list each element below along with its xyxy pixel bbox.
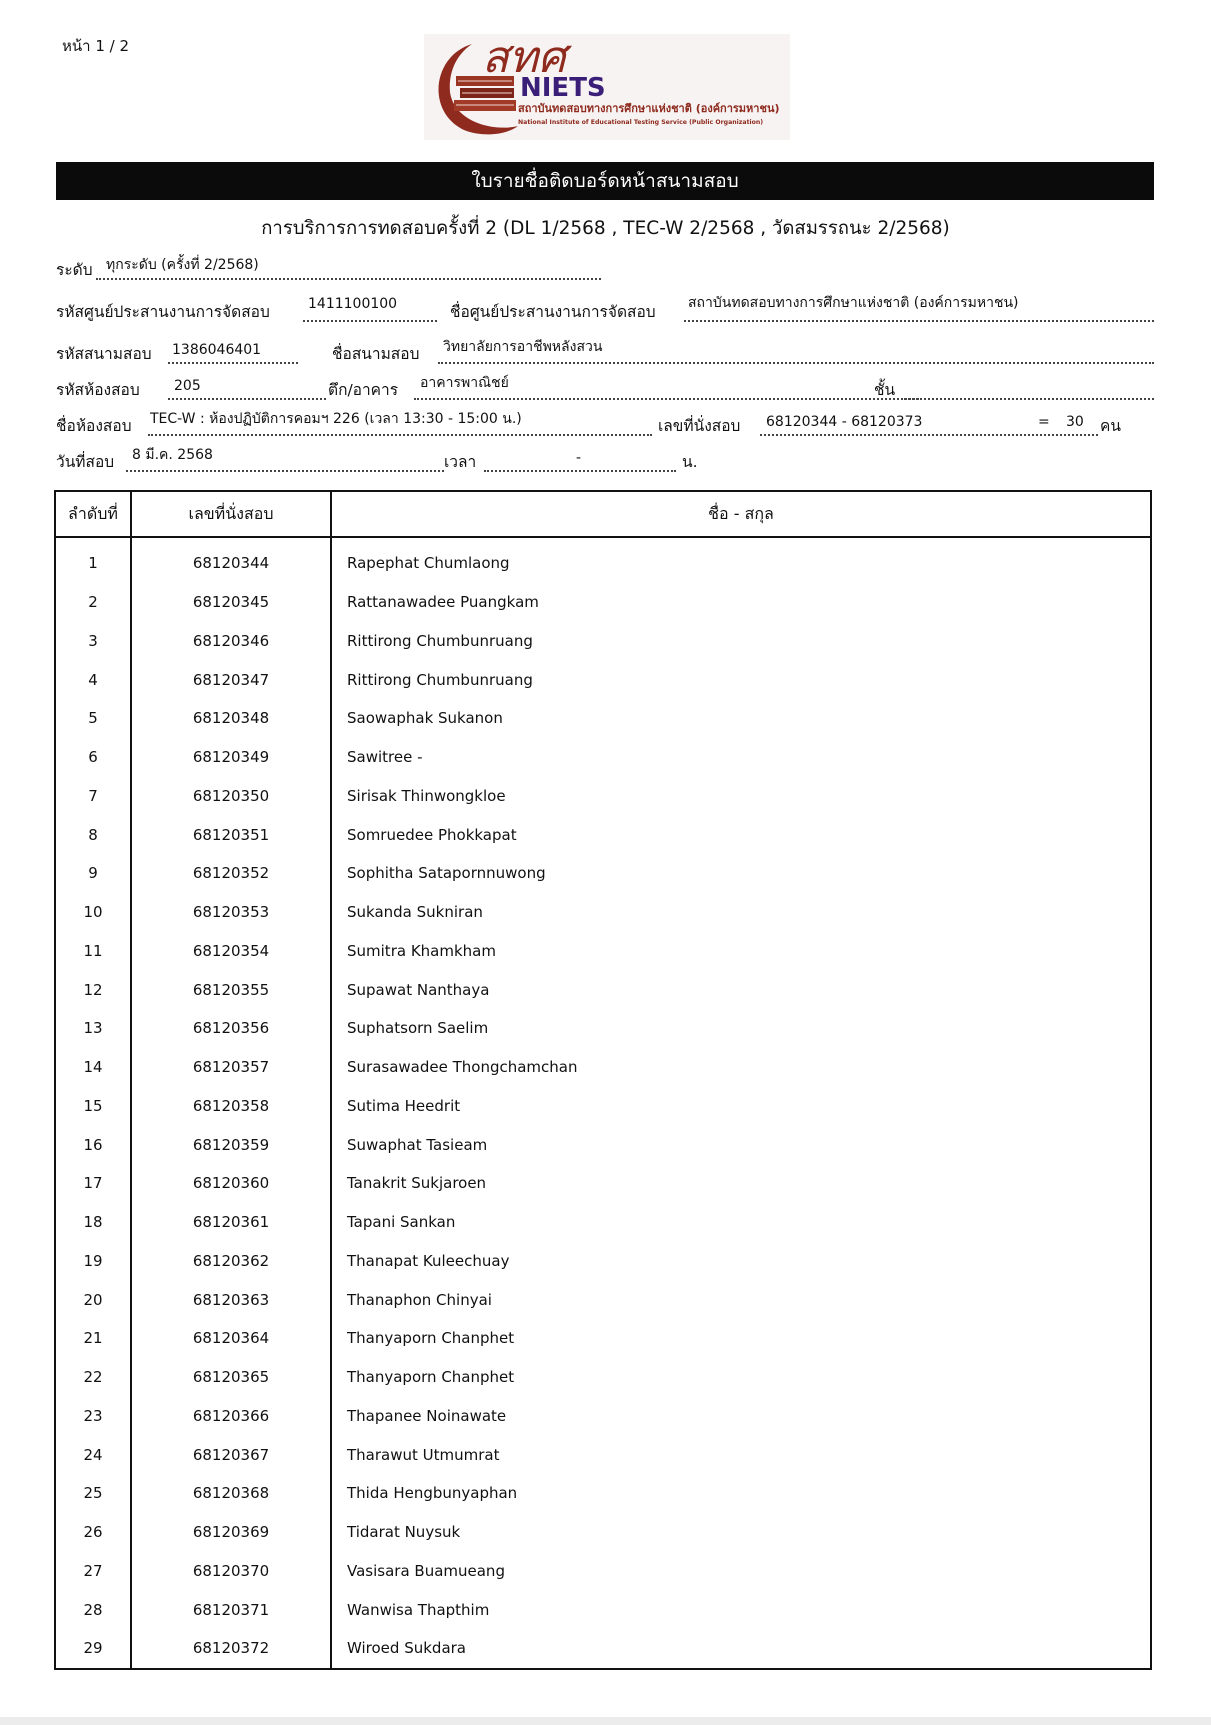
row-order: 20 [55, 1280, 131, 1319]
row-order: 5 [55, 699, 131, 738]
row-full-name: Rattanawadee Puangkam [347, 593, 539, 612]
row-seat-number: 68120358 [131, 1087, 331, 1126]
table-row [55, 583, 1151, 622]
row-full-name: Thida Hengbunyaphan [347, 1484, 518, 1503]
header-order: ลำดับที่ [55, 491, 131, 537]
row-order: 28 [55, 1590, 131, 1629]
row-order: 10 [55, 893, 131, 932]
site-row [56, 338, 1156, 368]
center-name-label: ชื่อศูนย์ประสานงานการจัดสอบ [450, 303, 656, 321]
row-order: 7 [55, 777, 131, 816]
count-value: 30 [1066, 414, 1084, 430]
table-row [55, 1474, 1151, 1513]
row-full-name: Surasawadee Thongchamchan [347, 1058, 578, 1077]
table-row [55, 854, 1151, 893]
row-seat-number: 68120356 [131, 1009, 331, 1048]
table-row [55, 1009, 1151, 1048]
row-seat-number: 68120354 [131, 932, 331, 971]
row-order: 19 [55, 1242, 131, 1281]
row-full-name: Suwaphat Tasieam [347, 1135, 488, 1154]
time-value: - [576, 450, 582, 466]
site-name-value: วิทยาลัยการอาชีพหลังสวน [443, 339, 603, 355]
row-seat-number: 68120371 [131, 1590, 331, 1629]
equals-sign: = [1038, 414, 1050, 430]
row-seat-number: 68120353 [131, 893, 331, 932]
row-seat-number: 68120349 [131, 738, 331, 777]
row-full-name: Tidarat Nuysuk [347, 1523, 461, 1542]
row-full-name: Sumitra Khamkham [347, 941, 496, 960]
header-full-name: ชื่อ - สกุล [331, 491, 1151, 537]
table-row [55, 1590, 1151, 1629]
table-row [55, 738, 1151, 777]
table-row [55, 1552, 1151, 1591]
row-order: 1 [55, 537, 131, 583]
table-row [55, 815, 1151, 854]
center-code-value: 1411100100 [308, 296, 398, 312]
row-full-name: Tanakrit Sukjaroen [347, 1174, 487, 1193]
row-seat-number: 68120347 [131, 660, 331, 699]
row-seat-number: 68120346 [131, 622, 331, 661]
svg-text:สทศ: สทศ [482, 34, 566, 83]
time-label: เวลา [444, 453, 477, 471]
header-seat-number: เลขที่นั่งสอบ [131, 491, 331, 537]
row-full-name: Wanwisa Thapthim [347, 1600, 490, 1619]
row-seat-number: 68120365 [131, 1358, 331, 1397]
row-full-name: Vasisara Buamueang [347, 1561, 505, 1580]
row-full-name: Thapanee Noinawate [347, 1406, 507, 1425]
row-order: 15 [55, 1087, 131, 1126]
row-order: 3 [55, 622, 131, 661]
niets-logo [424, 34, 790, 140]
site-code-label: รหัสสนามสอบ [56, 345, 152, 363]
site-code-value: 1386046401 [172, 342, 262, 358]
row-order: 16 [55, 1125, 131, 1164]
row-order: 14 [55, 1048, 131, 1087]
table-row [55, 1280, 1151, 1319]
row-seat-number: 68120360 [131, 1164, 331, 1203]
date-value: 8 มี.ค. 2568 [132, 447, 213, 463]
seat-label: เลขที่นั่งสอบ [658, 417, 741, 435]
time-unit: น. [682, 453, 698, 471]
row-order: 26 [55, 1513, 131, 1552]
seat-range-value: 68120344 - 68120373 [766, 414, 923, 430]
document-title: ใบรายชื่อติดบอร์ดหน้าสนามสอบ [56, 162, 1154, 200]
table-row [55, 1125, 1151, 1164]
floor-label: ชั้น [874, 381, 896, 399]
page-number: หน้า 1 / 2 [62, 37, 130, 55]
row-full-name: Wiroed Sukdara [347, 1639, 466, 1658]
row-seat-number: 68120351 [131, 815, 331, 854]
row-order: 24 [55, 1435, 131, 1474]
row-seat-number: 68120367 [131, 1435, 331, 1474]
table-row [55, 1435, 1151, 1474]
table-row [55, 622, 1151, 661]
row-seat-number: 68120361 [131, 1203, 331, 1242]
row-full-name: Rapephat Chumlaong [347, 554, 510, 573]
row-seat-number: 68120348 [131, 699, 331, 738]
svg-text:National Institute of Educatio: National Institute of Educational Testing Service (Public Organization) [518, 119, 764, 126]
row-seat-number: 68120369 [131, 1513, 331, 1552]
table-row [55, 970, 1151, 1009]
row-full-name: Sophitha Satapornnuwong [347, 864, 546, 883]
table-header-row [55, 491, 1151, 537]
row-seat-number: 68120357 [131, 1048, 331, 1087]
count-unit: คน [1100, 417, 1121, 435]
table-row [55, 1358, 1151, 1397]
row-seat-number: 68120372 [131, 1629, 331, 1669]
row-full-name: Supawat Nanthaya [347, 980, 490, 999]
room-code-label: รหัสห้องสอบ [56, 381, 140, 399]
table-row [55, 1629, 1151, 1669]
row-order: 9 [55, 854, 131, 893]
level-value: ทุกระดับ (ครั้งที่ 2/2568) [106, 257, 259, 273]
table-row [55, 932, 1151, 971]
table-row [55, 1319, 1151, 1358]
row-order: 12 [55, 970, 131, 1009]
row-seat-number: 68120350 [131, 777, 331, 816]
row-order: 13 [55, 1009, 131, 1048]
room-code-value: 205 [174, 378, 201, 394]
row-full-name: Thanyaporn Chanphet [347, 1368, 515, 1387]
row-order: 25 [55, 1474, 131, 1513]
row-seat-number: 68120362 [131, 1242, 331, 1281]
row-order: 22 [55, 1358, 131, 1397]
svg-text:สถาบันทดสอบทางการศึกษาแห่งชาติ: สถาบันทดสอบทางการศึกษาแห่งชาติ (องค์การมหาชน) [518, 102, 780, 115]
table-row [55, 1164, 1151, 1203]
row-seat-number: 68120364 [131, 1319, 331, 1358]
row-order: 4 [55, 660, 131, 699]
row-full-name: Sirisak Thinwongkloe [347, 786, 506, 805]
table-row [55, 1048, 1151, 1087]
table-row [55, 1513, 1151, 1552]
row-full-name: Suphatsorn Saelim [347, 1019, 489, 1038]
row-seat-number: 68120355 [131, 970, 331, 1009]
building-label: ตึก/อาคาร [328, 381, 399, 399]
room-name-row [56, 410, 1156, 440]
table-row [55, 893, 1151, 932]
row-seat-number: 68120359 [131, 1125, 331, 1164]
table-row [55, 1087, 1151, 1126]
table-row [55, 1203, 1151, 1242]
row-full-name: Sukanda Sukniran [347, 903, 483, 922]
level-row [56, 254, 1156, 284]
site-name-label: ชื่อสนามสอบ [332, 345, 420, 363]
row-order: 18 [55, 1203, 131, 1242]
row-order: 27 [55, 1552, 131, 1591]
row-full-name: Saowaphak Sukanon [347, 709, 503, 728]
row-seat-number: 68120370 [131, 1552, 331, 1591]
table-row [55, 699, 1151, 738]
row-full-name: Thanapat Kuleechuay [347, 1251, 510, 1270]
row-order: 17 [55, 1164, 131, 1203]
row-order: 2 [55, 583, 131, 622]
center-name-value: สถาบันทดสอบทางการศึกษาแห่งชาติ (องค์การมหาชน) [688, 295, 1019, 311]
page-bottom-edge [0, 1717, 1211, 1725]
row-seat-number: 68120352 [131, 854, 331, 893]
room-name-label: ชื่อห้องสอบ [56, 417, 132, 435]
room-row [56, 374, 1156, 404]
center-code-label: รหัสศูนย์ประสานงานการจัดสอบ [56, 303, 270, 321]
document-subtitle: การบริการการทดสอบครั้งที่ 2 (DL 1/2568 , TEC-W 2/2568 , วัดสมรรถนะ 2/2568) [261, 218, 950, 239]
row-full-name: Somruedee Phokkapat [347, 825, 517, 844]
row-order: 11 [55, 932, 131, 971]
center-row [56, 296, 1156, 326]
level-label: ระดับ [56, 261, 93, 279]
row-order: 29 [55, 1629, 131, 1669]
row-seat-number: 68120344 [131, 537, 331, 583]
row-full-name: Tapani Sankan [347, 1213, 456, 1232]
room-name-value: TEC-W : ห้องปฏิบัติการคอมฯ 226 (เวลา 13:30 - 15:00 น.) [150, 411, 522, 427]
candidate-table [54, 490, 1152, 1670]
row-full-name: Thanaphon Chinyai [347, 1290, 492, 1309]
date-label: วันที่สอบ [56, 453, 115, 471]
row-full-name: Rittirong Chumbunruang [347, 670, 533, 689]
table-row [55, 1242, 1151, 1281]
table-row [55, 660, 1151, 699]
row-full-name: Thanyaporn Chanphet [347, 1329, 515, 1348]
row-seat-number: 68120345 [131, 583, 331, 622]
svg-text:NIETS: NIETS [520, 73, 606, 103]
row-full-name: Sutima Heedrit [347, 1096, 461, 1115]
row-full-name: Sawitree - [347, 748, 423, 767]
row-order: 23 [55, 1397, 131, 1436]
row-order: 8 [55, 815, 131, 854]
row-order: 6 [55, 738, 131, 777]
table-row [55, 537, 1151, 583]
table-row [55, 777, 1151, 816]
date-row [56, 446, 1156, 476]
row-seat-number: 68120366 [131, 1397, 331, 1436]
table-row [55, 1397, 1151, 1436]
row-seat-number: 68120363 [131, 1280, 331, 1319]
row-seat-number: 68120368 [131, 1474, 331, 1513]
row-full-name: Tharawut Utmumrat [347, 1445, 500, 1464]
building-value: อาคารพาณิชย์ [420, 375, 509, 391]
row-order: 21 [55, 1319, 131, 1358]
row-full-name: Rittirong Chumbunruang [347, 631, 533, 650]
